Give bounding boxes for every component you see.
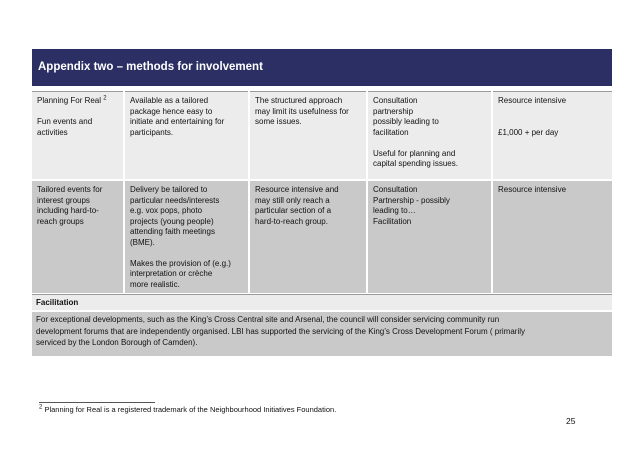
body-line: development forums that are independently organised. LBI has supported the servicing of the King’s Cross Development Forum ( primarily [36, 326, 525, 336]
cell-line: attending faith meetings [130, 227, 215, 236]
disadvantages-cell [249, 180, 367, 294]
advantages-cell [124, 92, 249, 181]
level-cell [367, 180, 492, 294]
cell-line: activities [37, 127, 68, 137]
cell-line: participants. [130, 127, 174, 137]
facilitation-section [32, 294, 612, 356]
cell-line: Tailored events for [37, 185, 103, 194]
body-line: serviced by the London Borough of Camden). [36, 338, 198, 347]
cell-line: particular needs/interests [130, 195, 220, 205]
footnote-text: Planning for Real is a registered trademark of the Neighbourhood Initiatives Foundation. [44, 405, 337, 414]
cell-line: particular section of a [255, 206, 332, 215]
footnote-ref: 2 [103, 95, 107, 102]
cell-line: Fun events and [37, 117, 93, 126]
cell-line: partnership [373, 106, 414, 116]
method-cell [32, 92, 124, 181]
cell-line: leading to… [373, 206, 416, 215]
facilitation-title: Facilitation [32, 294, 612, 310]
cell-line: Consultation [373, 185, 418, 194]
method-cell [32, 180, 124, 294]
cell-line: Resource intensive and [255, 185, 339, 194]
page-heading: Appendix two – methods for involvement [38, 61, 263, 73]
cell-line: package hence easy to [130, 106, 213, 116]
cell-line: (BME). [130, 237, 155, 247]
cell-line: some issues. [255, 117, 302, 126]
resource-cost: £1,000 + per day [498, 127, 559, 137]
cell-line: interpretation or crèche [130, 269, 213, 278]
cell-line: interest groups [37, 195, 90, 205]
section-banner [32, 49, 612, 86]
cell-line: facilitation [373, 127, 409, 137]
cell-line: projects (young people) [130, 216, 214, 226]
disadvantages-cell [249, 92, 367, 181]
cell-line: Available as a tailored [130, 96, 209, 105]
cell-line: e.g. vox pops, photo [130, 206, 203, 215]
table-row [32, 92, 612, 181]
cell-line: possibly leading to [373, 117, 439, 126]
method-title: Planning For Real [37, 96, 102, 105]
cell-line: may limit its usefulness for [255, 106, 349, 116]
cell-line: Partnership - possibly [373, 195, 450, 205]
cell-line: reach groups [37, 216, 84, 226]
table-row [32, 180, 612, 294]
methods-table [32, 91, 612, 295]
cell-line: Delivery be tailored to [130, 185, 208, 194]
cell-line: Consultation [373, 96, 418, 105]
footnote [39, 405, 336, 414]
footnote-divider [39, 402, 155, 403]
cell-line: Makes the provision of (e.g.) [130, 258, 231, 268]
cell-line: capital spending issues. [373, 159, 458, 168]
level-cell [367, 92, 492, 181]
cell-line: initiate and entertaining for [130, 117, 225, 126]
body-line: For exceptional developments, such as the King’s Cross Central site and Arsenal, the council will consider servicing community run [36, 315, 500, 324]
resource-label: Resource intensive [498, 185, 567, 194]
cell-line: Facilitation [373, 216, 412, 226]
page-number: 25 [566, 416, 576, 426]
cell-line: more realistic. [130, 279, 180, 289]
resources-cell [492, 180, 612, 294]
cell-line: may still only reach a [255, 195, 330, 205]
advantages-cell [124, 180, 249, 294]
cell-line: Useful for planning and [373, 148, 456, 158]
resource-label: Resource intensive [498, 96, 567, 105]
cell-line: hard-to-reach group. [255, 216, 328, 226]
cell-line: The structured approach [255, 96, 343, 105]
facilitation-body [32, 312, 612, 356]
resources-cell [492, 92, 612, 181]
footnote-number: 2 [39, 404, 43, 411]
cell-line: including hard-to- [37, 206, 99, 215]
